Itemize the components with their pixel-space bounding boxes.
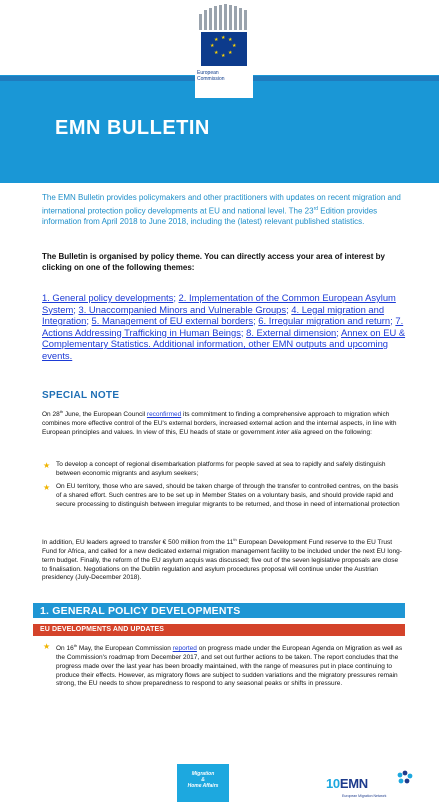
special-note-heading: SPECIAL NOTE (42, 390, 120, 401)
european-commission-logo (195, 2, 253, 98)
special-note-paragraph: On 28th June, the European Council reconfirmed its commitment to finding a comprehensive approach to migration which combines more effective control of the EU's external borders, increased external action and the internal aspects, in line with European principles and values. In view of this, EU heads of state or government inter alia agreed on the following: (42, 409, 397, 436)
theme-link-trafficking[interactable]: 7. Actions Addressing Trafficking in Human Beings (42, 315, 404, 338)
reconfirmed-link[interactable]: reconfirmed (146, 411, 182, 419)
special-note-bullet: ★ On EU territory, those who are saved, should be taken charge of through the transfer to controlled centres, on the basis of a shared effort. Such centres are to be set up in Member States on a voluntary basis, and should provide rapid and secure processing to distinguish between irregular migrants to be returned, and those in need of international protection (43, 483, 400, 508)
organisation-note: The Bulletin is organised by policy theme. You can directly access your area of interest by clicking on one of the following themes: (42, 252, 385, 272)
organisation-name: European Commission (197, 70, 225, 82)
general-policy-heading: 1. GENERAL POLICY DEVELOPMENTS (40, 605, 241, 617)
star-bullet-icon: ★ (43, 483, 51, 492)
theme-navigation: 1. General policy developments; 2. Implementation of the Common European Asylum System; 3. Unaccompanied Minors and Vulnerable Groups; 4. Legal migration and Integration; 5. Management of EU external borders; 6. Irregular migration and return; 7. Actions Addressing Trafficking in Human Beings; 8. External dimension; Annex on EU & Complementary Statistics. Additional information, other EMN outputs and upcoming events. (42, 292, 406, 361)
emn-tagline: European Migration Network (342, 794, 387, 798)
general-policy-bullet: ★ On 16th May, the European Commission reported on progress made under the European Agenda on Migration as well as the Commission's roadmap from December 2017, and set out further actions to be taken. The report concludes that the progress made over the last year has been broadly maintained, with the range of measures put in place continuing to produce their effects. However, as migratory flows are subject to sudden variations and the migratory pressures remain strong, the EU needs to show preparedness to respond to any seasonal peaks or shifts in pressure. (43, 642, 403, 688)
reported-link[interactable]: reported (172, 645, 197, 653)
migration-home-affairs-label: Migration & Home Affairs (187, 771, 219, 789)
intro-paragraph: The EMN Bulletin provides policymakers and other practitioners with updates on recent migration and international protection policy developments at EU and national level. The 23rd Edition provides information from April 2018 to June 2018, including the (latest) relevant published statistics. (42, 193, 401, 226)
theme-link-external-dimension[interactable]: 8. External dimension (246, 326, 337, 338)
eu-flag-icon: ★ ★ ★ ★ ★ ★ ★ ★ (201, 32, 247, 66)
berlaymont-building-icon (197, 4, 251, 30)
star-bullet-icon: ★ (43, 461, 51, 470)
theme-link-external-borders[interactable]: 5. Management of EU external borders (91, 315, 254, 326)
theme-link-annex[interactable]: Annex on EU & Complementary Statistics. Additional information, other EMN outputs and upcoming events. (42, 326, 406, 361)
emn-wordmark: 10EMN (326, 776, 368, 791)
special-note-bullet: ★ To develop a concept of regional disembarkation platforms for people saved at sea to rapidly and safely distinguish between economic migrants and asylum seekers; (43, 461, 386, 477)
star-bullet-icon: ★ (43, 642, 51, 651)
page-title: EMN BULLETIN (55, 117, 210, 139)
theme-link-legal-migration[interactable]: 4. Legal migration and Integration (42, 303, 385, 326)
theme-link-ceas[interactable]: 2. Implementation of the Common European Asylum System (42, 292, 396, 315)
special-note-paragraph: In addition, EU leaders agreed to transfer € 500 million from the 11th European Development Fund reserve to the EU Trust Fund for Africa, and called for a new dedicated external migration management facility to be included under the next EU long-term budget. Finally, the reform of the EU asylum acquis was discussed; five out of the seven legislative proposals are close to finalisation. Negotiations on the Dublin regulation and asylum procedures proposal will continue under the Austrian presidency (July-December 2018). (42, 537, 402, 582)
eu-developments-heading: EU DEVELOPMENTS AND UPDATES (40, 626, 165, 633)
theme-link-general-policy[interactable]: 1. General policy developments (42, 292, 174, 303)
theme-link-unaccompanied-minors[interactable]: 3. Unaccompanied Minors and Vulnerable Groups (78, 303, 287, 315)
theme-link-irregular-migration[interactable]: 6. Irregular migration and return (258, 315, 391, 326)
